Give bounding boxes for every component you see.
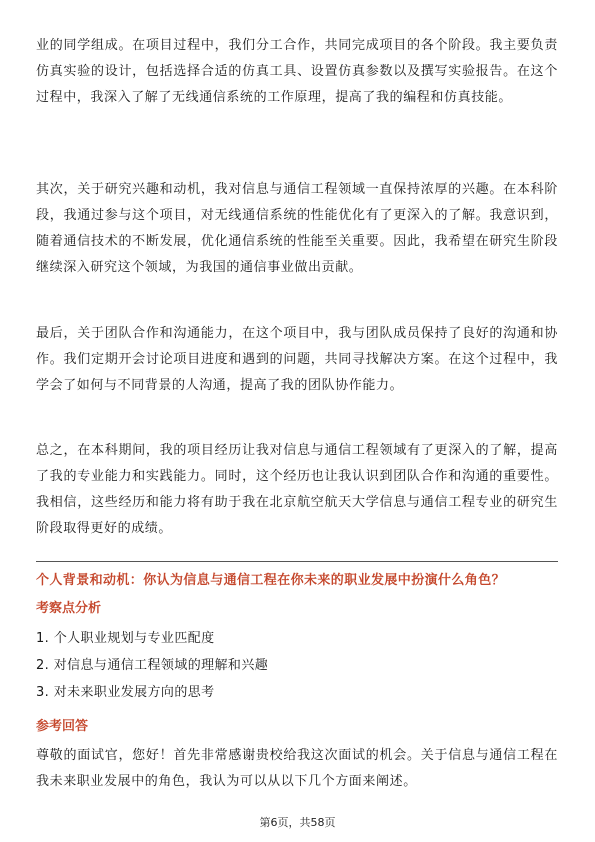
answer-paragraph: 尊敬的面试官，您好！首先非常感谢贵校给我这次面试的机会。关于信息与通信工程在我未来职业发展中的角色，我认为可以从以下几个方面来阐述。 bbox=[36, 748, 558, 789]
question-heading: 个人背景和动机：你认为信息与通信工程在你未来的职业发展中扮演什么角色？ bbox=[36, 573, 506, 588]
analysis-point: 3. 对未来职业发展方向的思考 bbox=[36, 685, 215, 700]
page-number: 第6页，共58页 bbox=[259, 816, 336, 829]
analysis-points-list bbox=[36, 625, 556, 706]
paragraph-teamwork: 最后，关于团队合作和沟通能力，在这个项目中，我与团队成员保持了良好的沟通和协作。我们定期开会讨论项目进度和遇到的问题，共同寻找解决方案。在这个过程中，我学会了如何与不同背景的人沟通，提高了我的团队协作能力。 bbox=[36, 326, 558, 393]
analysis-point: 2. 对信息与通信工程领域的理解和兴趣 bbox=[36, 658, 269, 673]
paragraph-research-interest: 其次，关于研究兴趣和动机，我对信息与通信工程领域一直保持浓厚的兴趣。在本科阶段，我通过参与这个项目，对无线通信系统的性能优化有了更深入的了解。我意识到，随着通信技术的不断发展，优化通信系统的性能至关重要。因此，我希望在研究生阶段继续深入研究这个领域，为我国的通信事业做出贡献。 bbox=[36, 182, 558, 275]
paragraph-project-roles: 业的同学组成。在项目过程中，我们分工合作，共同完成项目的各个阶段。我主要负责仿真实验的设计，包括选择合适的仿真工具、设置仿真参数以及撰写实验报告。在这个过程中，我深入了解了无线通信系统的工作原理，提高了我的编程和仿真技能。 bbox=[36, 38, 558, 105]
paragraph-summary: 总之，在本科期间，我的项目经历让我对信息与通信工程领域有了更深入的了解，提高了我的专业能力和实践能力。同时，这个经历也让我认识到团队合作和沟通的重要性。我相信，这些经历和能力将有助于我在北京航空航天大学信息与通信工程专业的研究生阶段取得更好的成绩。 bbox=[36, 443, 558, 536]
analysis-label: 考察点分析 bbox=[36, 601, 102, 616]
section-divider bbox=[36, 561, 558, 562]
answer-label: 参考回答 bbox=[36, 719, 89, 734]
analysis-point: 1. 个人职业规划与专业匹配度 bbox=[36, 631, 215, 646]
